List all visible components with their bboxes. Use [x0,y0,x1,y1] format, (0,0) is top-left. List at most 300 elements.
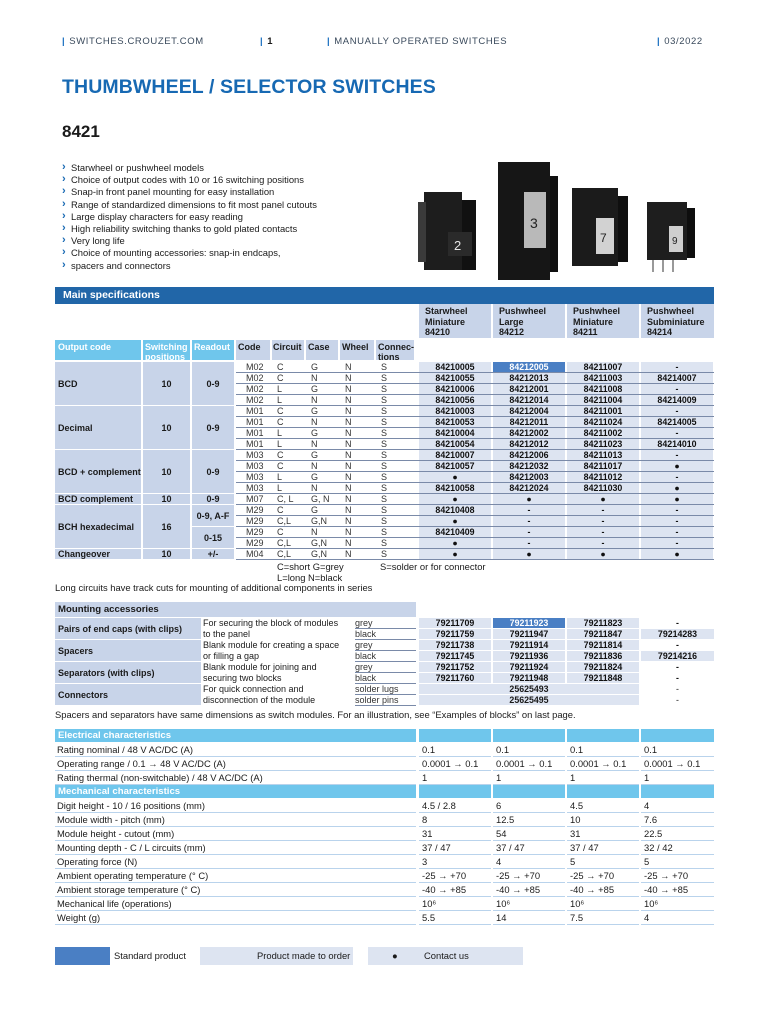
product-code-cell: 84212006 [493,450,565,460]
spec-value: 8 [419,813,491,827]
spec-value: 37 / 47 [493,841,565,855]
accessory-code: 79211824 [567,662,639,672]
header-site[interactable] [62,36,204,47]
spec-label: Weight (g) [55,911,416,925]
spec-cell: M04 [246,549,264,559]
accessory-code: 79211948 [493,673,565,683]
spec-cell: S [381,406,388,416]
accessory-code: 79211836 [567,651,639,661]
spec-cell: G, N [311,494,330,504]
group-label: BCH hexadecimal [55,505,141,548]
product-code-cell: 84210007 [419,450,491,460]
spec-cell: C, L [277,494,294,504]
accessory-name: Pairs of end caps (with clips) [55,618,201,639]
spec-cell: N [345,406,352,416]
spec-value: -25 → +70 [419,869,491,883]
accessory-code: 25625493 [419,684,639,694]
spec-cell: S [381,373,388,383]
accessory-option: solder lugs [355,684,416,695]
product-code-cell: 84212004 [493,406,565,416]
spec-value: 7.5 [567,911,639,925]
spec-cell: N [345,461,352,471]
spec-cell: G [311,505,319,515]
accessory-desc: or filling a gap [203,651,260,661]
spec-value: 4 [641,911,714,925]
product-code-cell: ● [493,494,565,504]
spec-value: 7.6 [641,813,714,827]
spec-note: Long circuits have track cuts for mounting of additional components in series [55,582,373,593]
spec-cell: S [381,538,388,548]
spec-cell: S [381,505,388,515]
product-code-cell: 84210056 [419,395,491,405]
spec-value: 54 [493,827,565,841]
spec-value: 6 [493,799,565,813]
product-code-cell: 84211024 [567,417,639,427]
spec-label: Operating force (N) [55,855,416,869]
col-switching-positions: Switching positions [143,340,190,360]
spec-cell: C [277,527,284,537]
header-section: | MANUALLY OPERATED SWITCHES [327,36,508,47]
product-code-cell: - [641,516,713,526]
col-connections: Connec-tions [378,342,414,362]
accessory-option: grey [355,618,416,629]
spec-cell: C,L [277,549,292,559]
product-code-cell: 84210408 [419,505,491,515]
pushwheel-large-photo [494,156,562,288]
accessory-code: - [641,640,714,650]
spec-value: -25 → +70 [493,869,565,883]
spec-cell: C [277,373,284,383]
standard-swatch [55,947,110,965]
accessory-desc: securing two blocks [203,673,282,683]
accessory-code: 79211936 [493,651,565,661]
group-label: BCD [55,362,141,405]
product-code-cell: - [641,428,713,438]
product-code-cell: - [641,472,713,482]
feature-item: › Range of standardized dimensions to fit most panel cutouts [62,199,317,211]
spec-value: 10⁶ [493,897,565,911]
accessory-code: 79211759 [419,629,491,639]
spec-cell: L [277,483,283,493]
col-wheel: Wheel [340,340,374,360]
spec-cell: M01 [246,439,264,449]
spec-value: 31 [567,827,639,841]
spec-value: 5.5 [419,911,491,925]
product-code-cell: - [567,516,639,526]
product-code-cell: - [567,538,639,548]
spec-cell: N [345,494,352,504]
spec-value: 4.5 [567,799,639,813]
group-readout: 0-9 [192,406,234,449]
group-readout: 0-9 [192,494,234,504]
product-code-cell: - [493,505,565,515]
product-code-cell: 84211030 [567,483,639,493]
spec-cell: C [277,406,284,416]
spec-column-headers [55,340,414,360]
accessory-code: 79211823 [567,618,639,628]
pushwheel-subminiature-photo [643,192,709,276]
spec-cell: M03 [246,483,264,493]
spec-value: 31 [419,827,491,841]
product-code-cell: 84210003 [419,406,491,416]
spec-value: -25 → +70 [567,869,639,883]
spec-cell: G,N [311,549,328,559]
spec-value: 4 [641,799,714,813]
feature-item: › Very long life [62,235,317,247]
spec-value: 4 [493,855,565,869]
spec-value: 37 / 47 [419,841,491,855]
standard-label: Standard product [114,950,186,961]
spec-cell: M02 [246,395,264,405]
spec-label: Module width - pitch (mm) [55,813,416,827]
col-code: Code [236,340,270,360]
spec-cell: M29 [246,516,264,526]
spec-value: 5 [641,855,714,869]
product-code-cell: 84212024 [493,483,565,493]
svg-text:9: 9 [672,236,678,247]
product-code-cell: 84212032 [493,461,565,471]
product-code-cell: 84211012 [567,472,639,482]
group-readout: 0-15 [192,527,234,548]
spec-cell: N [345,527,352,537]
product-header-84212: Pushwheel Large 84212 [493,304,565,338]
product-code-cell: 84212014 [493,395,565,405]
product-code-cell: 84212005 [493,362,565,372]
feature-item: › High reliability switching thanks to gold plated contacts [62,223,317,235]
product-code-cell: 84211023 [567,439,639,449]
spec-value: 22.5 [641,827,714,841]
spec-cell: S [381,362,388,372]
spec-cell: N [345,505,352,515]
legend-line1b: S=solder or for connector [380,561,486,572]
group-positions: 10 [143,450,190,493]
accessory-code: - [676,684,679,694]
spec-cell: L [277,439,283,449]
product-code-cell: ● [419,494,491,504]
product-code-cell: 84210006 [419,384,491,394]
spec-cell: S [381,516,388,526]
spec-cell: S [381,472,388,482]
product-code-cell: ● [641,549,713,559]
product-code-cell: 84210005 [419,362,491,372]
spec-cell: N [345,395,352,405]
accessory-option: black [355,629,416,640]
spec-cell: N [311,395,318,405]
svg-text:7: 7 [600,231,607,245]
accessory-code: 79211947 [493,629,565,639]
spec-value: 0.0001 → 0.1 [493,757,565,771]
svg-text:3: 3 [530,215,538,231]
spec-cell: S [381,461,388,471]
spec-header-fill [493,785,565,798]
product-code-cell: 84211017 [567,461,639,471]
spec-header-fill [567,729,639,742]
spec-value: 37 / 47 [567,841,639,855]
spec-cell: G [311,450,319,460]
spec-cell: N [345,373,352,383]
header-divider: | [62,36,66,47]
accessory-code: 79214283 [641,629,714,639]
accessory-option: solder pins [355,695,416,706]
spec-value: 0.0001 → 0.1 [567,757,639,771]
accessory-desc: Blank module for creating a space [203,640,340,650]
spec-cell: G [311,384,319,394]
spec-cell: C [277,362,284,372]
spec-cell: G,N [311,516,328,526]
spec-cell: M01 [246,417,264,427]
spec-cell: M02 [246,373,264,383]
accessory-name: Connectors [55,684,201,705]
product-code-cell: ● [493,549,565,559]
col-output-code: Output code [55,340,141,360]
accessory-desc: to the panel [203,629,251,639]
spec-cell: L [277,472,283,482]
product-code-cell: 84214005 [641,417,713,427]
spec-cell: N [345,538,352,548]
product-code-cell: 84210058 [419,483,491,493]
product-code-cell: ● [641,461,713,471]
made-to-order-label: Product made to order [257,950,351,961]
contact-label: Contact us [424,950,469,961]
spec-value: 5 [567,855,639,869]
spec-cell: M01 [246,406,264,416]
spec-value: 10⁶ [641,897,714,911]
spec-cell: C [277,461,284,471]
product-code-cell: ● [419,472,491,482]
spec-value: 0.1 [493,743,565,757]
product-headers [419,304,714,338]
product-code-cell: 84211001 [567,406,639,416]
spec-value: -40 → +85 [419,883,491,897]
spec-cell: G [311,472,319,482]
product-code-cell: - [567,505,639,515]
accessory-name: Separators (with clips) [55,662,201,683]
spec-cell: M03 [246,461,264,471]
spec-header-fill [641,729,714,742]
group-positions: 10 [143,406,190,449]
accessory-name: Spacers [55,640,201,661]
spec-cell: L [277,384,283,394]
spec-value: 1 [493,771,565,785]
product-code-cell: 84212002 [493,428,565,438]
product-code-cell: 84211003 [567,373,639,383]
spec-header-fill [493,729,565,742]
product-code-cell: 84211007 [567,362,639,372]
accessory-code: 79211738 [419,640,491,650]
group-readout: 0-9 [192,362,234,405]
product-code-cell: - [493,516,565,526]
product-code-cell: ● [419,516,491,526]
spec-cell: S [381,395,388,405]
spec-cell: L [277,395,283,405]
spec-cell: S [381,439,388,449]
spec-value: 0.1 [567,743,639,757]
feature-item: › Large display characters for easy reading [62,211,317,223]
spec-cell: M01 [246,428,264,438]
spec-cell: M03 [246,450,264,460]
spec-cell: N [311,373,318,383]
spec-value: -40 → +85 [493,883,565,897]
spec-value: 12.5 [493,813,565,827]
group-label: BCD + complement [55,450,141,493]
product-code-cell: 84210054 [419,439,491,449]
accessory-desc: For quick connection and [203,684,304,694]
group-label: Changeover [55,549,141,559]
group-label: Decimal [55,406,141,449]
group-readout: 0-9 [192,450,234,493]
spec-cell: M07 [246,494,264,504]
spec-cell: G,N [311,538,328,548]
starwheel-switch-photo [418,182,486,278]
spec-label: Rating thermal (non-switchable) / 48 V AC/DC (A) [55,771,416,785]
accessory-option: black [355,673,416,684]
spec-cell: N [311,461,318,471]
spec-cell: M29 [246,505,264,515]
spec-value: 1 [641,771,714,785]
model-number: 8421 [62,122,100,141]
spec-cell: G [311,406,319,416]
spec-cell: N [345,417,352,427]
spec-cell: G [311,428,319,438]
accessory-option: grey [355,640,416,651]
spec-cell: S [381,494,388,504]
spec-cell: S [381,483,388,493]
product-code-cell: - [641,406,713,416]
spec-cell: N [345,472,352,482]
group-positions: 10 [143,362,190,405]
spec-value: -25 → +70 [641,869,714,883]
mounting-note: Spacers and separators have same dimensions as switch modules. For an illustration, see “Examples of blocks” on last page. [55,709,576,720]
spec-cell: L [277,428,283,438]
spec-value: 1 [419,771,491,785]
product-header-84214: Pushwheel Subminiature 84214 [641,304,714,338]
product-code-cell: 84212011 [493,417,565,427]
product-code-cell: - [641,505,713,515]
accessory-code: 79211745 [419,651,491,661]
feature-item: › Snap-in front panel mounting for easy installation [62,186,317,198]
group-positions: 16 [143,505,190,548]
product-code-cell: 84212012 [493,439,565,449]
accessory-code: 79211760 [419,673,491,683]
accessory-code: 79211924 [493,662,565,672]
spec-value: 1 [567,771,639,785]
product-code-cell: ● [419,538,491,548]
spec-value: 4.5 / 2.8 [419,799,491,813]
spec-label: Rating nominal / 48 V AC/DC (A) [55,743,416,757]
product-code-cell: ● [641,494,713,504]
product-code-cell: 84214007 [641,373,713,383]
accessory-code: - [641,673,714,683]
contact-swatch [368,947,523,965]
feature-item: › spacers and connectors [62,260,317,272]
spec-cell: C [277,450,284,460]
accessory-option: grey [355,662,416,673]
header-site-text: SWITCHES.CROUZET.COM [69,36,204,47]
spec-section-title: Mechanical characteristics [55,785,416,798]
accessory-code: 79211923 [493,618,565,628]
spec-header-fill [419,785,491,798]
spec-value: 0.0001 → 0.1 [641,757,714,771]
product-code-cell: 84212013 [493,373,565,383]
accessory-desc: Blank module for joining and [203,662,317,672]
svg-text:2: 2 [454,238,462,253]
product-header-84210: Starwheel Miniature 84210 [419,304,491,338]
spec-value: 10 [567,813,639,827]
spec-label: Operating range / 0.1 → 48 V AC/DC (A) [55,757,416,771]
legend-line2: L=long N=black [277,572,343,583]
accessory-desc: disconnection of the module [203,695,316,705]
product-header-84211: Pushwheel Miniature 84211 [567,304,639,338]
spec-header-fill [641,785,714,798]
group-readout: 0-9, A-F [192,505,234,526]
spec-header-fill [419,729,491,742]
spec-value: 0.1 [641,743,714,757]
header-date: | 03/2022 [657,36,703,47]
main-spec-header: Main specifications [55,287,714,304]
spec-value: 3 [419,855,491,869]
spec-label: Module height - cutout (mm) [55,827,416,841]
spec-cell: N [345,516,352,526]
spec-label: Mechanical life (operations) [55,897,416,911]
product-code-cell: ● [567,549,639,559]
spec-value: 0.0001 → 0.1 [419,757,491,771]
spec-header-fill [567,785,639,798]
col-case: Case [306,340,338,360]
accessory-option: black [355,651,416,662]
product-code-cell: 84214009 [641,395,713,405]
spec-cell: C,L [277,516,292,526]
pushwheel-miniature-photo [568,178,636,274]
accessory-code: 79214216 [641,651,714,661]
spec-value: 32 / 42 [641,841,714,855]
spec-section-title: Electrical characteristics [55,729,416,742]
product-code-cell: - [641,538,713,548]
accessory-code: 79211847 [567,629,639,639]
accessory-code: 79211752 [419,662,491,672]
product-code-cell: 84212001 [493,384,565,394]
accessory-code: 79211914 [493,640,565,650]
spec-cell: M03 [246,472,264,482]
accessory-desc: For securing the block of modules [203,618,339,628]
spec-value: 10⁶ [567,897,639,911]
spec-cell: N [345,384,352,394]
product-code-cell: - [641,384,713,394]
spec-value: 14 [493,911,565,925]
product-code-cell: - [567,527,639,537]
accessory-code: - [676,695,679,705]
product-code-cell: - [493,538,565,548]
page-title: THUMBWHEEL / SELECTOR SWITCHES [62,76,436,98]
accessory-code: 25625495 [419,695,639,705]
spec-cell: C [277,417,284,427]
group-positions: 10 [143,549,190,559]
spec-cell: S [381,384,388,394]
spec-value: -40 → +85 [567,883,639,897]
spec-cell: M29 [246,538,264,548]
accessory-code: 79211709 [419,618,491,628]
spec-cell: N [345,439,352,449]
spec-label: Ambient operating temperature (° C) [55,869,416,883]
spec-cell: S [381,450,388,460]
spec-value: -40 → +85 [641,883,714,897]
product-code-cell: 84211002 [567,428,639,438]
feature-item: › Starwheel or pushwheel models [62,162,317,174]
spec-cell: N [311,439,318,449]
dot-icon: ● [392,950,398,961]
spec-cell: N [345,362,352,372]
product-code-cell: 84211004 [567,395,639,405]
spec-cell: C,L [277,538,292,548]
